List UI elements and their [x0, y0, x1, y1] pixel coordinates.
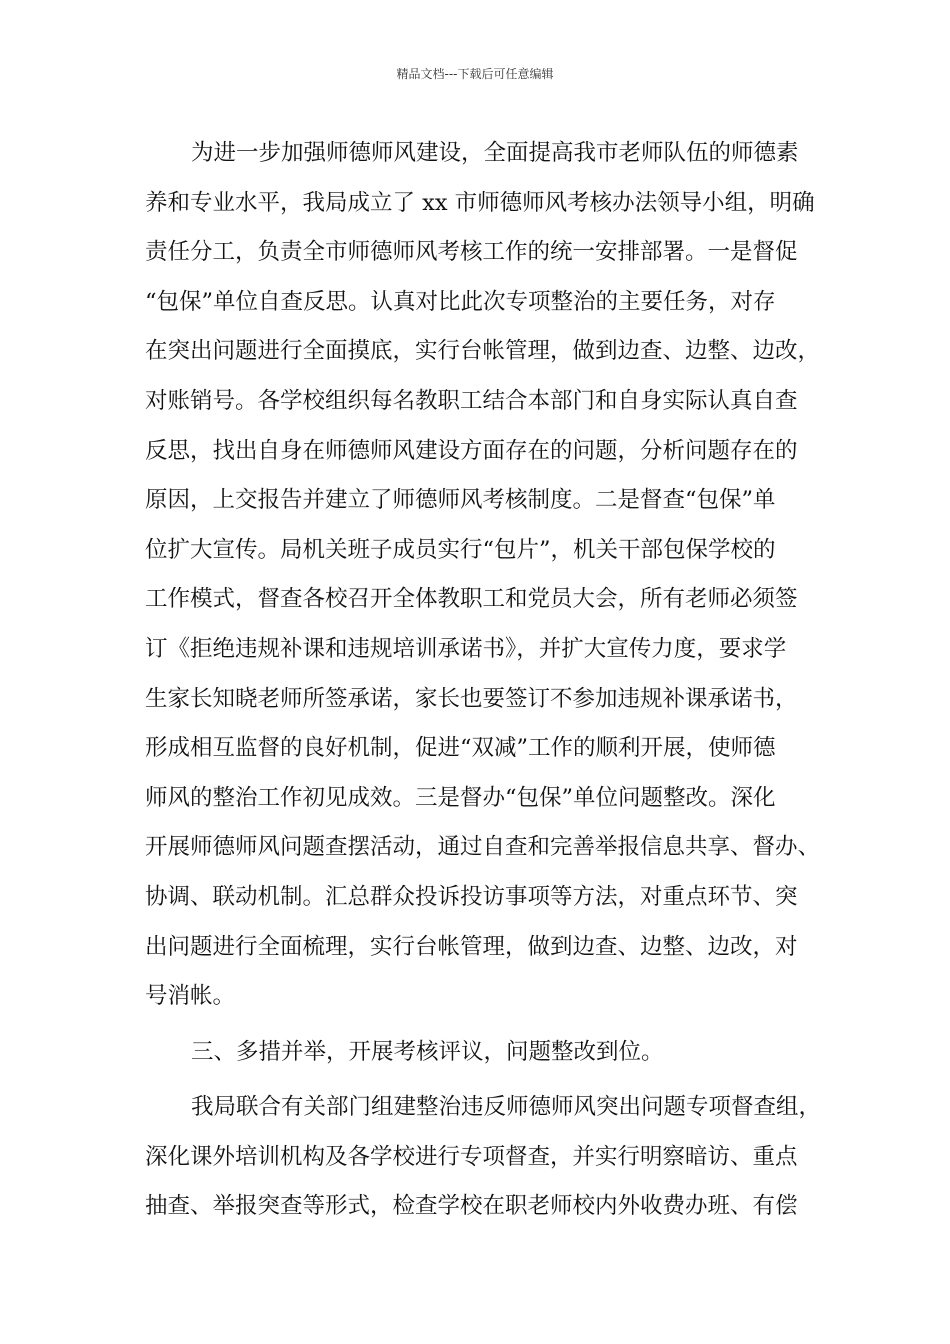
- text-line: 工作模式，督查各校召开全体教职工和党员大会，所有老师必须签: [145, 586, 798, 613]
- text-line: “包保”单位自查反思。认真对比此次专项整治的主要任务，对存: [145, 288, 776, 315]
- section-heading-3: 三、多措并举，开展考核评议，问题整改到位。: [191, 1038, 664, 1065]
- text-line: 我局联合有关部门组建整治违反师德师风突出问题专项督查组，: [191, 1094, 822, 1121]
- text-line: 为进一步加强师德师风建设，全面提高我市老师队伍的师德素: [191, 140, 799, 166]
- text-line: 开展师德师风问题查摆活动，通过自查和完善举报信息共享、督办、: [145, 834, 821, 861]
- text-line: 生家长知晓老师所签承诺，家长也要签订不参加违规补课承诺书，: [145, 685, 798, 712]
- text-line: 号消帐。: [145, 983, 236, 1010]
- text-line: 协调、联动机制。汇总群众投诉投访事项等方法，对重点环节、突: [145, 883, 798, 910]
- text-line: 形成相互监督的良好机制，促进“双减”工作的顺利开展，使师德: [145, 735, 776, 762]
- text-line: 订《拒绝违规补课和违规培训承诺书》，并扩大宣传力度，要求学: [145, 635, 787, 662]
- text-line: 反思，找出自身在师德师风建设方面存在的问题，分析问题存在的: [145, 437, 798, 464]
- text-line: 位扩大宣传。局机关班子成员实行“包片”，机关干部包保学校的: [145, 536, 776, 563]
- paragraph-1: [145, 133, 821, 1026]
- text-line: 责任分工，负责全市师德师风考核工作的统一安排部署。一是督促: [145, 239, 798, 266]
- text-line: 出问题进行全面梳理，实行台帐管理，做到边查、边整、边改，对: [145, 933, 798, 960]
- text-line: 深化课外培训机构及各学校进行专项督查，并实行明察暗访、重点: [145, 1143, 798, 1170]
- text-line: 对账销号。各学校组织每名教职工结合本部门和自身实际认真自查: [145, 387, 798, 414]
- text-line: 在突出问题进行全面摸底，实行台帐管理，做到边查、边整、边改，: [145, 338, 821, 365]
- page-header: 精品文档---下载后可任意编辑: [396, 67, 554, 81]
- text-line: 抽查、举报突查等形式，检查学校在职老师校内外收费办班、有偿: [145, 1193, 798, 1220]
- text-line: 养和专业水平，我局成立了 xx 市师德师风考核办法领导小组，明确: [145, 189, 815, 216]
- text-line: 师风的整治工作初见成效。三是督办“包保”单位问题整改。深化: [145, 784, 776, 811]
- paragraph-2: [145, 1087, 822, 1236]
- text-line: 原因，上交报告并建立了师德师风考核制度。二是督查“包保”单: [145, 487, 776, 514]
- document-body: [145, 133, 822, 1236]
